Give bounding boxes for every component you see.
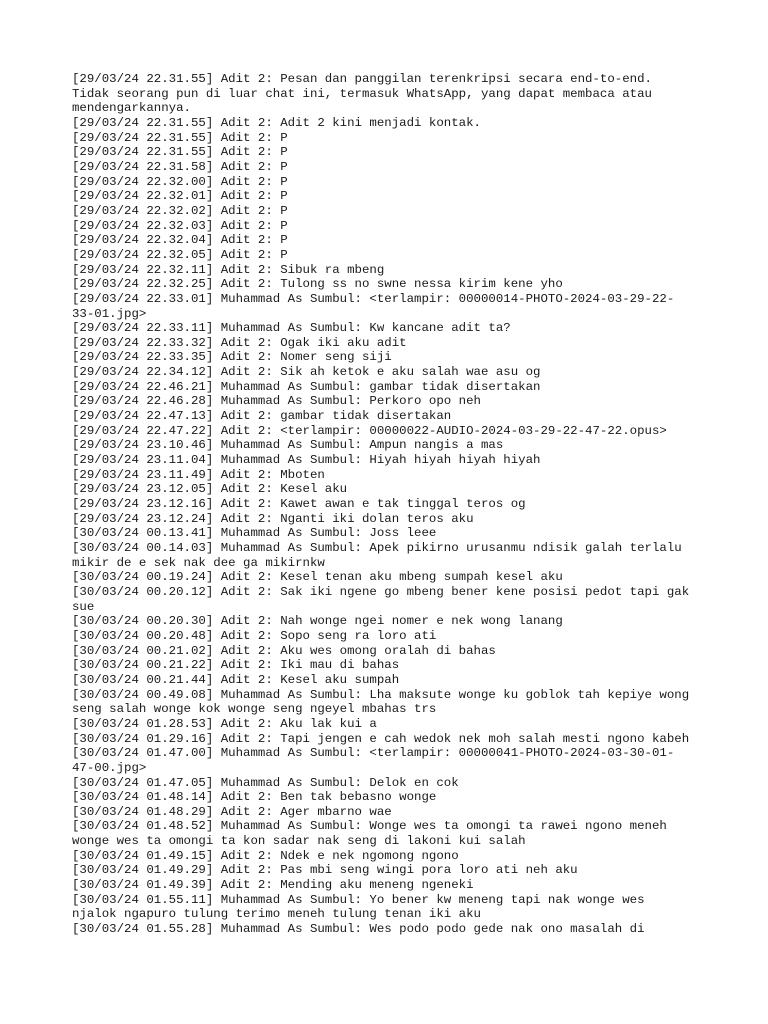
chat-message-line: [29/03/24 22.32.02] Adit 2: P	[72, 203, 288, 218]
chat-message-line: [29/03/24 22.33.01] Muhammad As Sumbul: <terlampir: 00000014-PHOTO-2024-03-29-22- 33-01.jpg>	[72, 291, 675, 321]
chat-message-line: [29/03/24 22.33.32] Adit 2: Ogak iki aku adit	[72, 335, 407, 350]
chat-message-line: [30/03/24 00.21.22] Adit 2: Iki mau di bahas	[72, 658, 400, 673]
chat-message-line: [30/03/24 01.29.16] Adit 2: Tapi jengen e cah wedok nek moh salah mesti ngono kabeh	[72, 731, 690, 746]
chat-message-line: [29/03/24 22.32.25] Adit 2: Tulong ss no swne nessa kirim kene yho	[72, 277, 563, 292]
chat-message-line: [29/03/24 23.11.49] Adit 2: Mboten	[72, 467, 325, 482]
chat-message-line: [29/03/24 22.33.35] Adit 2: Nomer seng siji	[72, 350, 392, 365]
chat-message-line: [29/03/24 22.31.58] Adit 2: P	[72, 159, 288, 174]
chat-message-line: [29/03/24 22.33.11] Muhammad As Sumbul: Kw kancane adit ta?	[72, 321, 511, 336]
chat-message-line: [29/03/24 22.31.55] Adit 2: Adit 2 kini menjadi kontak.	[72, 115, 481, 130]
chat-message-line: [29/03/24 22.47.13] Adit 2: gambar tidak disertakan	[72, 409, 452, 424]
chat-message-line: [30/03/24 01.49.15] Adit 2: Ndek e nek ngomong ngono	[72, 848, 459, 863]
chat-message-line: [29/03/24 22.46.28] Muhammad As Sumbul: Perkoro opo neh	[72, 394, 481, 409]
chat-message-line: [29/03/24 22.47.22] Adit 2: <terlampir: 00000022-AUDIO-2024-03-29-22-47-22.opus>	[72, 423, 667, 438]
chat-message-line: [29/03/24 22.31.55] Adit 2: P	[72, 130, 288, 145]
chat-message-line: [30/03/24 01.48.14] Adit 2: Ben tak bebasno wonge	[72, 790, 437, 805]
chat-message-line: [30/03/24 01.55.28] Muhammad As Sumbul: Wes podo podo gede nak ono masalah di	[72, 922, 645, 937]
chat-message-line: [29/03/24 23.12.05] Adit 2: Kesel aku	[72, 482, 348, 497]
chat-message-line: [30/03/24 01.49.29] Adit 2: Pas mbi seng wingi pora loro ati neh aku	[72, 863, 578, 878]
chat-export-page	[72, 72, 700, 972]
chat-message-line: [30/03/24 01.49.39] Adit 2: Mending aku meneng ngeneki	[72, 878, 474, 893]
chat-message-line: [29/03/24 23.12.24] Adit 2: Nganti iki dolan teros aku	[72, 511, 474, 526]
chat-message-line: [29/03/24 22.31.55] Adit 2: Pesan dan panggilan terenkripsi secara end-to-end. Tidak seorang pun di luar chat ini, termasuk WhatsApp, yang dapat membaca atau mendengarkannya.	[72, 72, 652, 116]
chat-message-line: [29/03/24 23.11.04] Muhammad As Sumbul: Hiyah hiyah hiyah hiyah	[72, 453, 541, 468]
chat-message-line: [30/03/24 01.48.52] Muhammad As Sumbul: Wonge wes ta omongi ta rawei ngono meneh wonge wes ta omongi ta kon sadar nak seng di lakoni kui salah	[72, 819, 667, 849]
chat-message-line: [30/03/24 01.47.00] Muhammad As Sumbul: <terlampir: 00000041-PHOTO-2024-03-30-01- 47-00.jpg>	[72, 746, 675, 775]
chat-message-line: [30/03/24 00.13.41] Muhammad As Sumbul: Joss leee	[72, 526, 437, 541]
chat-message-line: [29/03/24 22.32.05] Adit 2: P	[72, 247, 288, 262]
chat-message-line: [29/03/24 22.31.55] Adit 2: P	[72, 145, 288, 160]
chat-message-line: [30/03/24 01.28.53] Adit 2: Aku lak kui a	[72, 716, 377, 731]
chat-message-line: [29/03/24 23.10.46] Muhammad As Sumbul: Ampun nangis a mas	[72, 438, 504, 453]
chat-message-line: [29/03/24 22.32.01] Adit 2: P	[72, 189, 288, 204]
chat-message-line: [29/03/24 22.32.00] Adit 2: P	[72, 174, 288, 189]
chat-message-line: [29/03/24 23.12.16] Adit 2: Kawet awan e tak tinggal teros og	[72, 497, 526, 512]
chat-message-line: [30/03/24 01.48.29] Adit 2: Ager mbarno wae	[72, 804, 392, 819]
chat-message-line: [30/03/24 00.21.02] Adit 2: Aku wes omong oralah di bahas	[72, 643, 496, 658]
chat-message-line: [30/03/24 00.49.08] Muhammad As Sumbul: Lha maksute wonge ku goblok tah kepiye wong seng salah wonge kok wonge seng ngeyel mbahas trs	[72, 687, 690, 717]
chat-message-line: [30/03/24 01.47.05] Muhammad As Sumbul: Delok en cok	[72, 775, 459, 790]
chat-message-line: [30/03/24 01.55.11] Muhammad As Sumbul: Yo bener kw meneng tapi nak wonge wes njalok ngapuro tulung terimo meneh tulung tenan iki aku	[72, 892, 645, 922]
chat-message-line: [29/03/24 22.32.11] Adit 2: Sibuk ra mbeng	[72, 262, 385, 277]
chat-log	[72, 72, 700, 937]
chat-message-line: [30/03/24 00.20.12] Adit 2: Sak iki ngene go mbeng bener kene posisi pedot tapi gak sue	[72, 584, 690, 614]
chat-message-line: [29/03/24 22.32.04] Adit 2: P	[72, 233, 288, 248]
chat-message-line: [30/03/24 00.14.03] Muhammad As Sumbul: Apek pikirno urusanmu ndisik galah terlalu mikir de e sek nak dee ga mikirnkw	[72, 541, 682, 570]
chat-message-line: [29/03/24 22.34.12] Adit 2: Sik ah ketok e aku salah wae asu og	[72, 365, 541, 380]
chat-message-line: [29/03/24 22.32.03] Adit 2: P	[72, 218, 288, 233]
chat-message-line: [30/03/24 00.20.48] Adit 2: Sopo seng ra loro ati	[72, 628, 437, 643]
chat-message-line: [29/03/24 22.46.21] Muhammad As Sumbul: gambar tidak disertakan	[72, 379, 541, 394]
chat-message-line: [30/03/24 00.20.30] Adit 2: Nah wonge ngei nomer e nek wong lanang	[72, 614, 563, 629]
chat-message-line: [30/03/24 00.21.44] Adit 2: Kesel aku sumpah	[72, 672, 400, 687]
chat-message-line: [30/03/24 00.19.24] Adit 2: Kesel tenan aku mbeng sumpah kesel aku	[72, 570, 563, 585]
